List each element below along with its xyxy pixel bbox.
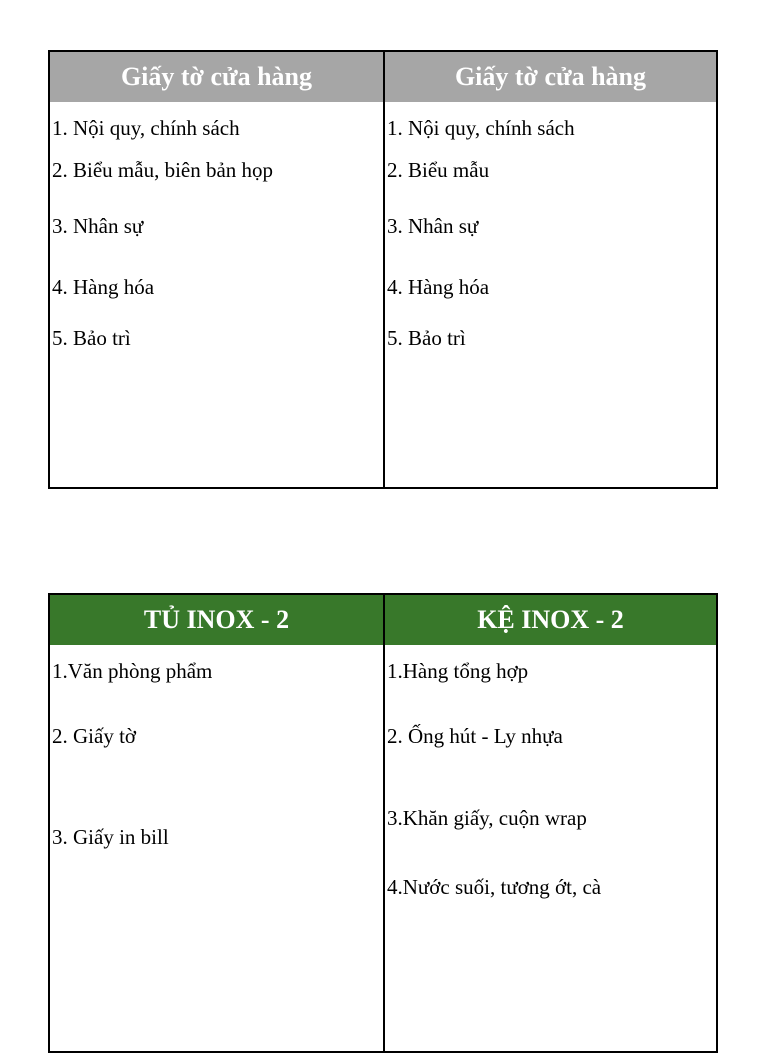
list-item: 5. Bảo trì (387, 326, 466, 350)
left-column (50, 52, 383, 487)
list-item: 1.Hàng tổng hợp (387, 659, 529, 683)
column-header: TỦ INOX - 2 (50, 595, 383, 645)
list-item: 3.Khăn giấy, cuộn wrap (387, 806, 587, 830)
list-item: 4.Nước suối, tương ớt, cà (387, 875, 602, 899)
column-header: KỆ INOX - 2 (385, 595, 716, 645)
top-storage-table (48, 50, 718, 489)
list-item: 1. Nội quy, chính sách (387, 116, 575, 140)
bottom-storage-table (48, 593, 718, 1053)
list-item: 3. Nhân sự (52, 214, 144, 238)
list-item: 3. Nhân sự (387, 214, 479, 238)
list-item: 1.Văn phòng phẩm (52, 659, 213, 683)
list-item: 2. Biểu mẫu (387, 158, 490, 182)
list-item: 2. Biểu mẫu, biên bản họp (52, 158, 274, 182)
left-column (50, 595, 383, 1051)
list-item: 4. Hàng hóa (387, 275, 490, 299)
list-item: 5. Bảo trì (52, 326, 131, 350)
right-column (383, 595, 716, 1051)
list-item: 2. Ống hút - Ly nhựa (387, 724, 563, 748)
right-column (383, 52, 716, 487)
list-item: 1. Nội quy, chính sách (52, 116, 240, 140)
column-header: Giấy tờ cửa hàng (385, 52, 716, 102)
list-item: 2. Giấy tờ (52, 724, 137, 748)
list-item: 4. Hàng hóa (52, 275, 155, 299)
column-header: Giấy tờ cửa hàng (50, 52, 383, 102)
list-item: 3. Giấy in bill (52, 825, 169, 849)
